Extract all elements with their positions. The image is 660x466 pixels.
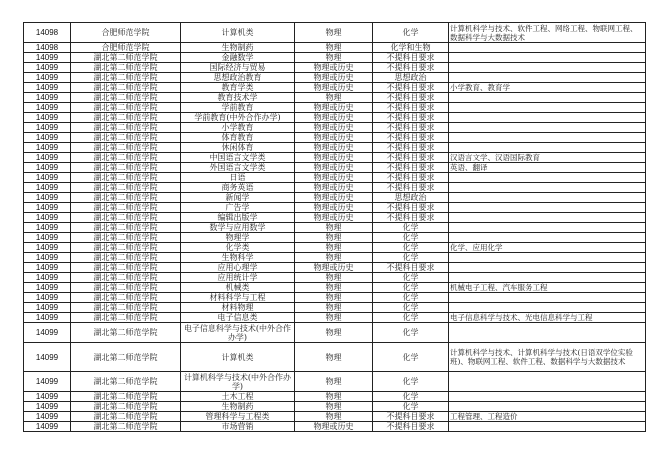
first-subject-cell: 物理或历史 [295, 63, 373, 73]
school-name-cell: 湖北第二师范学院 [71, 253, 181, 263]
table-row [24, 113, 646, 123]
table-row [24, 233, 646, 243]
included-majors-cell [449, 273, 646, 283]
school-name-cell: 湖北第二师范学院 [71, 143, 181, 153]
school-name-cell: 湖北第二师范学院 [71, 402, 181, 412]
school-code-cell: 14099 [24, 143, 71, 153]
included-majors-cell [449, 372, 646, 392]
table-row [24, 253, 646, 263]
included-majors-cell [449, 193, 646, 203]
first-subject-cell: 物理或历史 [295, 133, 373, 143]
school-name-cell: 湖北第二师范学院 [71, 173, 181, 183]
second-subject-cell: 化学 [373, 273, 449, 283]
major-cell: 思想政治教育 [181, 73, 295, 83]
included-majors-cell: 英语、翻译 [449, 163, 646, 173]
first-subject-cell: 物理 [295, 402, 373, 412]
table-row [24, 343, 646, 372]
second-subject-cell: 不提科目要求 [373, 153, 449, 163]
first-subject-cell: 物理或历史 [295, 183, 373, 193]
school-name-cell: 合肥师范学院 [71, 43, 181, 53]
school-name-cell: 湖北第二师范学院 [71, 123, 181, 133]
first-subject-cell: 物理 [295, 323, 373, 343]
second-subject-cell: 化学 [373, 293, 449, 303]
school-code-cell: 14099 [24, 233, 71, 243]
school-name-cell: 湖北第二师范学院 [71, 392, 181, 402]
table-row [24, 392, 646, 402]
table-row [24, 53, 646, 63]
major-cell: 生物科学 [181, 253, 295, 263]
second-subject-cell: 不提科目要求 [373, 83, 449, 93]
table-row [24, 323, 646, 343]
table-row [24, 83, 646, 93]
second-subject-cell: 不提科目要求 [373, 53, 449, 63]
school-code-cell: 14099 [24, 372, 71, 392]
school-name-cell: 湖北第二师范学院 [71, 313, 181, 323]
included-majors-cell: 工程管理、工程造价 [449, 412, 646, 422]
school-name-cell: 湖北第二师范学院 [71, 283, 181, 293]
second-subject-cell: 化学 [373, 323, 449, 343]
first-subject-cell: 物理 [295, 412, 373, 422]
table-row [24, 73, 646, 83]
major-cell: 学前教育(中外合作办学) [181, 113, 295, 123]
table-row [24, 103, 646, 113]
school-code-cell: 14099 [24, 123, 71, 133]
subject-requirements-table [23, 22, 646, 432]
school-name-cell: 湖北第二师范学院 [71, 263, 181, 273]
second-subject-cell: 不提科目要求 [373, 123, 449, 133]
major-cell: 材料物理 [181, 303, 295, 313]
included-majors-cell [449, 93, 646, 103]
first-subject-cell: 物理 [295, 253, 373, 263]
first-subject-cell: 物理 [295, 223, 373, 233]
included-majors-cell: 电子信息科学与技术、光电信息科学与工程 [449, 313, 646, 323]
school-code-cell: 14099 [24, 343, 71, 372]
school-name-cell: 湖北第二师范学院 [71, 73, 181, 83]
table-row [24, 183, 646, 193]
school-name-cell: 湖北第二师范学院 [71, 273, 181, 283]
school-name-cell: 湖北第二师范学院 [71, 422, 181, 432]
included-majors-cell [449, 183, 646, 193]
major-cell: 计算机类 [181, 343, 295, 372]
school-code-cell: 14098 [24, 43, 71, 53]
table-row [24, 23, 646, 43]
school-code-cell: 14099 [24, 323, 71, 343]
school-name-cell: 湖北第二师范学院 [71, 53, 181, 63]
second-subject-cell: 不提科目要求 [373, 203, 449, 213]
first-subject-cell: 物理 [295, 293, 373, 303]
included-majors-cell: 计算机科学与技术、软件工程、网络工程、物联网工程、数据科学与大数据技术 [449, 23, 646, 43]
second-subject-cell: 化学 [373, 233, 449, 243]
table-row [24, 293, 646, 303]
second-subject-cell: 化学 [373, 372, 449, 392]
included-majors-cell [449, 53, 646, 63]
table-row [24, 372, 646, 392]
first-subject-cell: 物理或历史 [295, 103, 373, 113]
first-subject-cell: 物理或历史 [295, 153, 373, 163]
table-row [24, 263, 646, 273]
first-subject-cell: 物理 [295, 273, 373, 283]
school-name-cell: 湖北第二师范学院 [71, 83, 181, 93]
first-subject-cell: 物理或历史 [295, 173, 373, 183]
included-majors-cell [449, 63, 646, 73]
table-row [24, 173, 646, 183]
first-subject-cell: 物理或历史 [295, 123, 373, 133]
second-subject-cell: 化学 [373, 283, 449, 293]
included-majors-cell [449, 133, 646, 143]
included-majors-cell [449, 402, 646, 412]
major-cell: 电子信息类 [181, 313, 295, 323]
included-majors-cell [449, 253, 646, 263]
included-majors-cell [449, 213, 646, 223]
included-majors-cell [449, 223, 646, 233]
second-subject-cell: 化学和生物 [373, 43, 449, 53]
school-code-cell: 14099 [24, 113, 71, 123]
school-name-cell: 湖北第二师范学院 [71, 233, 181, 243]
school-code-cell: 14099 [24, 223, 71, 233]
major-cell: 外国语言文学类 [181, 163, 295, 173]
major-cell: 小学教育 [181, 123, 295, 133]
included-majors-cell [449, 303, 646, 313]
school-name-cell: 湖北第二师范学院 [71, 203, 181, 213]
table-row [24, 412, 646, 422]
included-majors-cell [449, 43, 646, 53]
major-cell: 电子信息科学与技术(中外合作办学) [181, 323, 295, 343]
major-cell: 商务英语 [181, 183, 295, 193]
school-code-cell: 14099 [24, 213, 71, 223]
included-majors-cell [449, 422, 646, 432]
included-majors-cell: 计算机科学与技术、计算机科学与技术(日语双学位实验班)、物联网工程、软件工程、数据科学与大数据技术 [449, 343, 646, 372]
school-code-cell: 14099 [24, 173, 71, 183]
major-cell: 管理科学与工程类 [181, 412, 295, 422]
included-majors-cell [449, 73, 646, 83]
major-cell: 计算机科学与技术(中外合作办学) [181, 372, 295, 392]
school-name-cell: 湖北第二师范学院 [71, 323, 181, 343]
second-subject-cell: 思想政治 [373, 193, 449, 203]
major-cell: 数学与应用数学 [181, 223, 295, 233]
school-name-cell: 湖北第二师范学院 [71, 293, 181, 303]
first-subject-cell: 物理 [295, 43, 373, 53]
second-subject-cell: 化学 [373, 343, 449, 372]
school-code-cell: 14099 [24, 253, 71, 263]
major-cell: 物理学 [181, 233, 295, 243]
table-row [24, 213, 646, 223]
second-subject-cell: 不提科目要求 [373, 113, 449, 123]
school-code-cell: 14099 [24, 293, 71, 303]
first-subject-cell: 物理 [295, 243, 373, 253]
first-subject-cell: 物理 [295, 93, 373, 103]
school-name-cell: 合肥师范学院 [71, 23, 181, 43]
first-subject-cell: 物理或历史 [295, 113, 373, 123]
major-cell: 化学类 [181, 243, 295, 253]
first-subject-cell: 物理或历史 [295, 83, 373, 93]
included-majors-cell [449, 392, 646, 402]
second-subject-cell: 不提科目要求 [373, 263, 449, 273]
school-name-cell: 湖北第二师范学院 [71, 412, 181, 422]
major-cell: 新闻学 [181, 193, 295, 203]
included-majors-cell [449, 203, 646, 213]
first-subject-cell: 物理或历史 [295, 163, 373, 173]
first-subject-cell: 物理 [295, 392, 373, 402]
school-code-cell: 14099 [24, 163, 71, 173]
major-cell: 市场营销 [181, 422, 295, 432]
first-subject-cell: 物理 [295, 53, 373, 63]
table-row [24, 422, 646, 432]
table-body [24, 23, 646, 432]
school-name-cell: 湖北第二师范学院 [71, 163, 181, 173]
first-subject-cell: 物理或历史 [295, 263, 373, 273]
school-code-cell: 14099 [24, 133, 71, 143]
school-code-cell: 14099 [24, 153, 71, 163]
major-cell: 编辑出版学 [181, 213, 295, 223]
school-code-cell: 14099 [24, 183, 71, 193]
included-majors-cell: 机械电子工程、汽车服务工程 [449, 283, 646, 293]
major-cell: 金融数学 [181, 53, 295, 63]
major-cell: 教育技术学 [181, 93, 295, 103]
school-name-cell: 湖北第二师范学院 [71, 103, 181, 113]
table-row [24, 123, 646, 133]
first-subject-cell: 物理或历史 [295, 422, 373, 432]
included-majors-cell [449, 173, 646, 183]
table-row [24, 223, 646, 233]
major-cell: 计算机类 [181, 23, 295, 43]
school-code-cell: 14099 [24, 273, 71, 283]
second-subject-cell: 化学 [373, 313, 449, 323]
first-subject-cell: 物理或历史 [295, 193, 373, 203]
table-row [24, 303, 646, 313]
second-subject-cell: 不提科目要求 [373, 133, 449, 143]
school-code-cell: 14099 [24, 73, 71, 83]
first-subject-cell: 物理或历史 [295, 143, 373, 153]
second-subject-cell: 化学 [373, 253, 449, 263]
major-cell: 休闲体育 [181, 143, 295, 153]
second-subject-cell: 不提科目要求 [373, 93, 449, 103]
second-subject-cell: 不提科目要求 [373, 143, 449, 153]
first-subject-cell: 物理或历史 [295, 203, 373, 213]
school-code-cell: 14099 [24, 53, 71, 63]
first-subject-cell: 物理 [295, 313, 373, 323]
included-majors-cell [449, 263, 646, 273]
major-cell: 国际经济与贸易 [181, 63, 295, 73]
school-name-cell: 湖北第二师范学院 [71, 303, 181, 313]
second-subject-cell: 化学 [373, 392, 449, 402]
included-majors-cell [449, 113, 646, 123]
second-subject-cell: 不提科目要求 [373, 183, 449, 193]
major-cell: 应用心理学 [181, 263, 295, 273]
table-row [24, 133, 646, 143]
second-subject-cell: 不提科目要求 [373, 63, 449, 73]
included-majors-cell: 汉语言文学、汉语国际教育 [449, 153, 646, 163]
first-subject-cell: 物理 [295, 233, 373, 243]
first-subject-cell: 物理 [295, 372, 373, 392]
school-code-cell: 14099 [24, 313, 71, 323]
table-row [24, 153, 646, 163]
major-cell: 教育学类 [181, 83, 295, 93]
school-code-cell: 14099 [24, 203, 71, 213]
table-row [24, 313, 646, 323]
table-row [24, 193, 646, 203]
table-row [24, 243, 646, 253]
school-name-cell: 湖北第二师范学院 [71, 213, 181, 223]
school-name-cell: 湖北第二师范学院 [71, 372, 181, 392]
table-row [24, 143, 646, 153]
school-name-cell: 湖北第二师范学院 [71, 183, 181, 193]
included-majors-cell [449, 323, 646, 343]
school-name-cell: 湖北第二师范学院 [71, 243, 181, 253]
first-subject-cell: 物理 [295, 343, 373, 372]
first-subject-cell: 物理或历史 [295, 213, 373, 223]
major-cell: 学前教育 [181, 103, 295, 113]
included-majors-cell [449, 293, 646, 303]
school-code-cell: 14099 [24, 283, 71, 293]
second-subject-cell: 化学 [373, 23, 449, 43]
table-row [24, 283, 646, 293]
school-code-cell: 14099 [24, 103, 71, 113]
first-subject-cell: 物理 [295, 23, 373, 43]
second-subject-cell: 化学 [373, 243, 449, 253]
included-majors-cell: 小学教育、教育学 [449, 83, 646, 93]
major-cell: 生物制药 [181, 402, 295, 412]
school-code-cell: 14099 [24, 243, 71, 253]
table-row [24, 163, 646, 173]
included-majors-cell [449, 143, 646, 153]
table-row [24, 63, 646, 73]
school-code-cell: 14099 [24, 402, 71, 412]
major-cell: 土木工程 [181, 392, 295, 402]
table-row [24, 273, 646, 283]
school-code-cell: 14099 [24, 263, 71, 273]
school-name-cell: 湖北第二师范学院 [71, 343, 181, 372]
school-code-cell: 14099 [24, 63, 71, 73]
included-majors-cell [449, 123, 646, 133]
school-name-cell: 湖北第二师范学院 [71, 153, 181, 163]
table-row [24, 203, 646, 213]
first-subject-cell: 物理 [295, 283, 373, 293]
second-subject-cell: 化学 [373, 303, 449, 313]
major-cell: 体育教育 [181, 133, 295, 143]
school-code-cell: 14099 [24, 422, 71, 432]
major-cell: 应用统计学 [181, 273, 295, 283]
school-name-cell: 湖北第二师范学院 [71, 63, 181, 73]
included-majors-cell [449, 233, 646, 243]
included-majors-cell [449, 103, 646, 113]
school-code-cell: 14099 [24, 392, 71, 402]
school-name-cell: 湖北第二师范学院 [71, 223, 181, 233]
first-subject-cell: 物理 [295, 303, 373, 313]
major-cell: 广告学 [181, 203, 295, 213]
second-subject-cell: 不提科目要求 [373, 163, 449, 173]
school-code-cell: 14099 [24, 412, 71, 422]
table-row [24, 402, 646, 412]
school-name-cell: 湖北第二师范学院 [71, 193, 181, 203]
table-row [24, 43, 646, 53]
first-subject-cell: 物理或历史 [295, 73, 373, 83]
second-subject-cell: 不提科目要求 [373, 412, 449, 422]
included-majors-cell: 化学、应用化学 [449, 243, 646, 253]
second-subject-cell: 不提科目要求 [373, 173, 449, 183]
school-name-cell: 湖北第二师范学院 [71, 113, 181, 123]
major-cell: 材料科学与工程 [181, 293, 295, 303]
second-subject-cell: 不提科目要求 [373, 213, 449, 223]
school-code-cell: 14098 [24, 23, 71, 43]
second-subject-cell: 不提科目要求 [373, 422, 449, 432]
school-code-cell: 14099 [24, 93, 71, 103]
second-subject-cell: 不提科目要求 [373, 103, 449, 113]
second-subject-cell: 化学 [373, 223, 449, 233]
second-subject-cell: 思想政治 [373, 73, 449, 83]
table-row [24, 93, 646, 103]
major-cell: 中国语言文学类 [181, 153, 295, 163]
second-subject-cell: 化学 [373, 402, 449, 412]
school-name-cell: 湖北第二师范学院 [71, 93, 181, 103]
school-code-cell: 14099 [24, 83, 71, 93]
major-cell: 日语 [181, 173, 295, 183]
major-cell: 生物制药 [181, 43, 295, 53]
school-name-cell: 湖北第二师范学院 [71, 133, 181, 143]
school-code-cell: 14099 [24, 193, 71, 203]
school-code-cell: 14099 [24, 303, 71, 313]
major-cell: 机械类 [181, 283, 295, 293]
